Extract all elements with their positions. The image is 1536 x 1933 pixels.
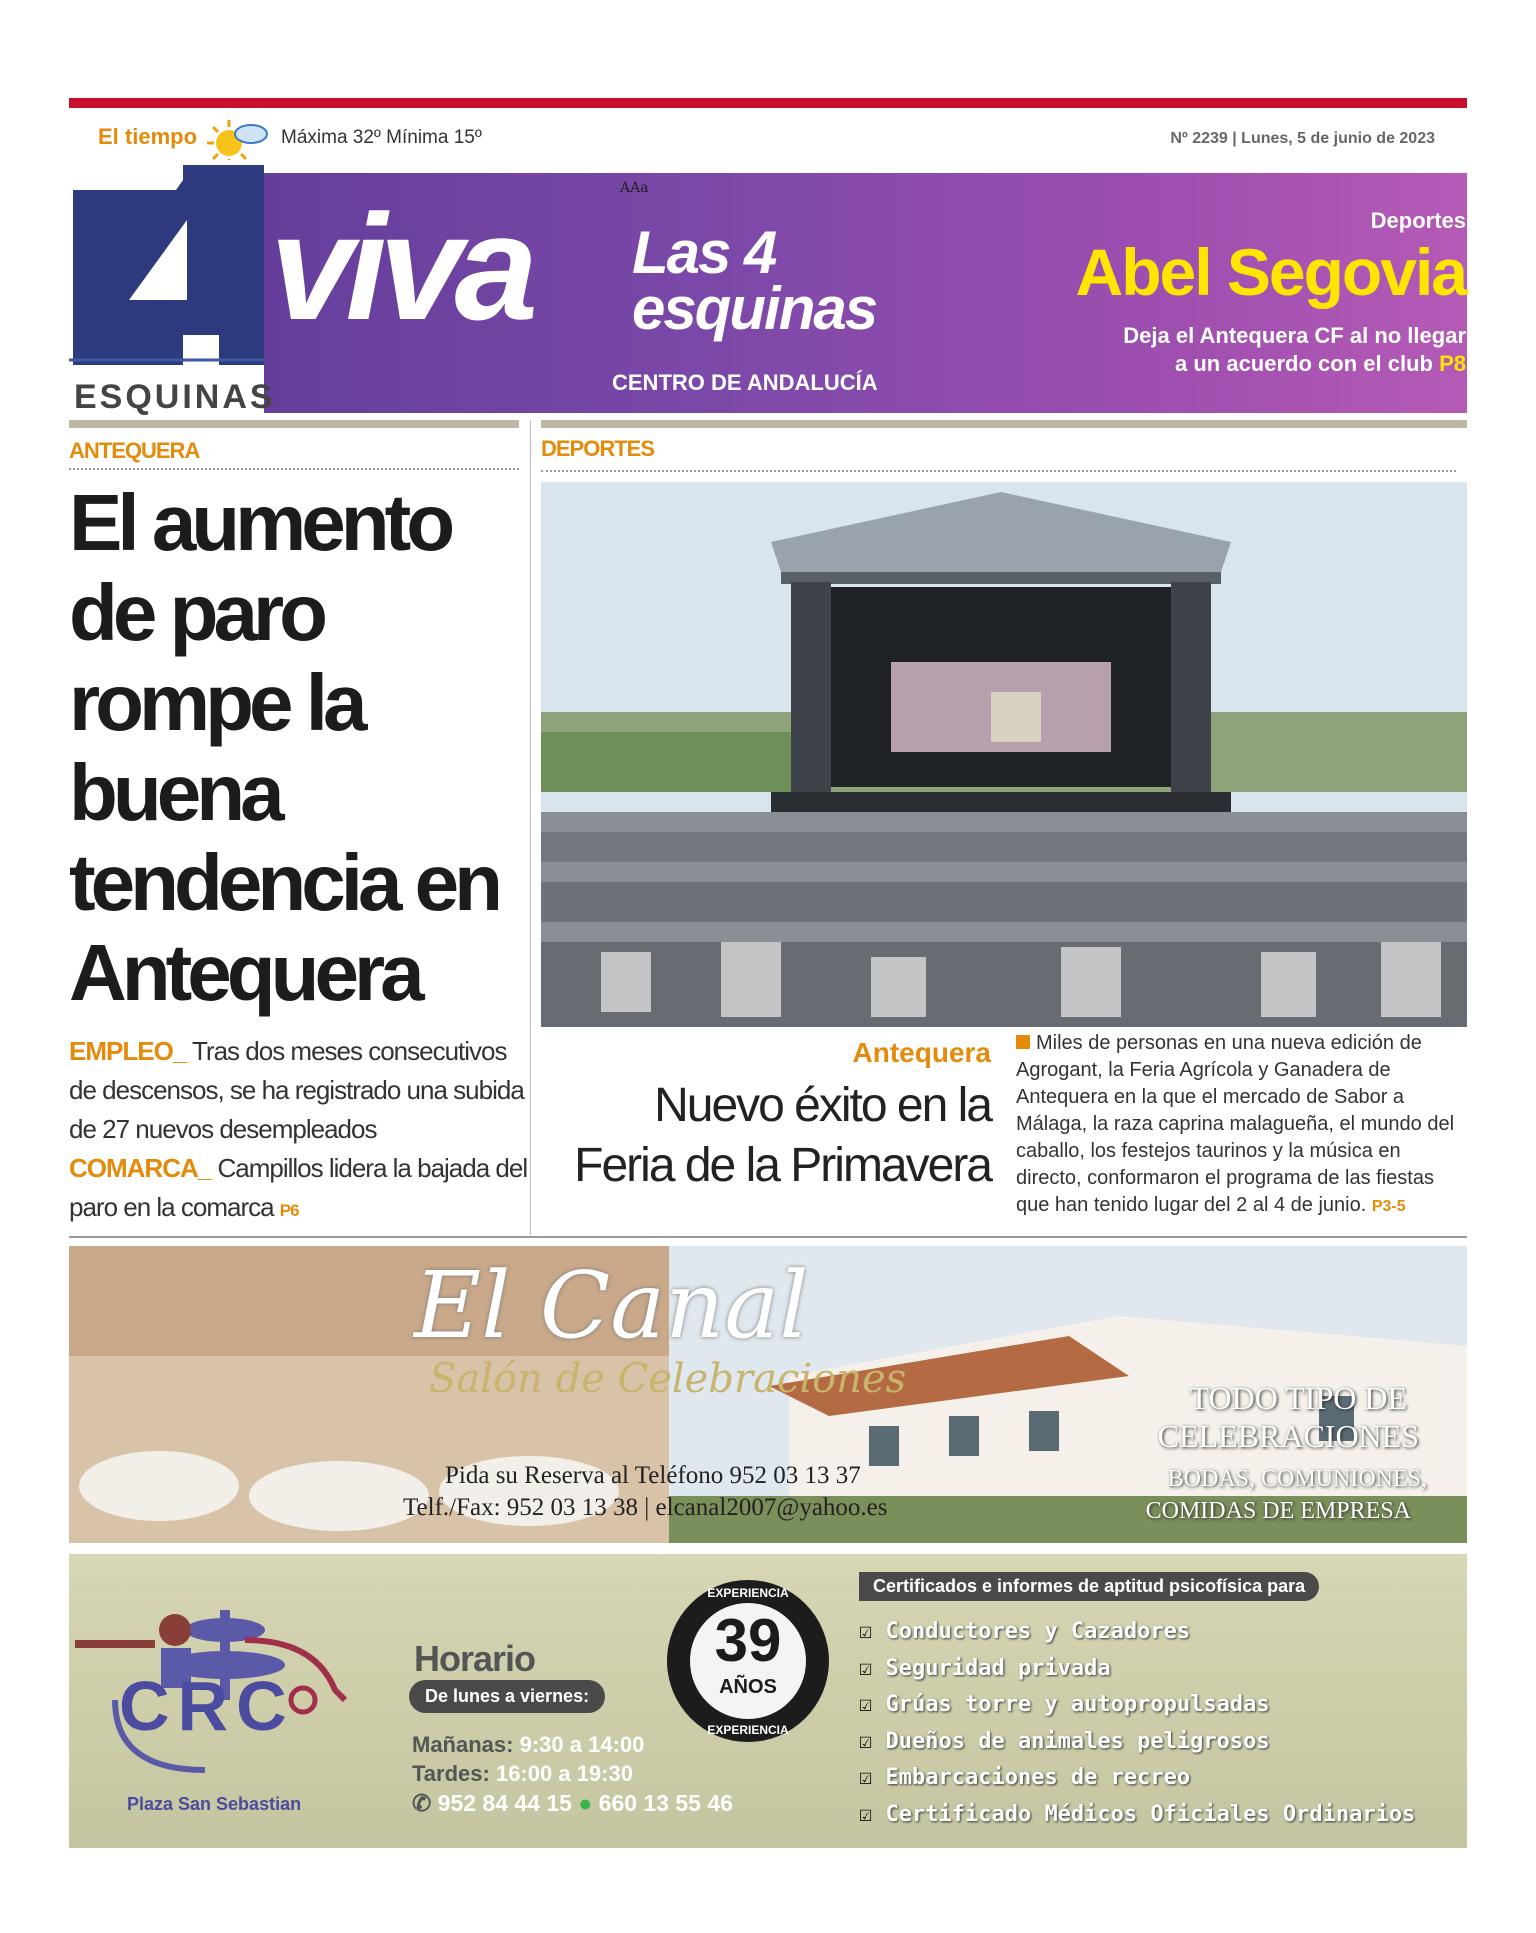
crc-location: Plaza San Sebastian [127,1794,302,1814]
hours-morning [412,1732,644,1758]
checkbox-checked-icon: ☑ [859,1655,873,1681]
badge-bottom-text: EXPERIENCIA [707,1723,789,1737]
whatsapp-icon: ● [578,1790,593,1816]
logo-esquinas-text: ESQUINAS [74,378,276,416]
cert-item [859,1687,1415,1724]
canal-contact: Telf./Fax: 952 03 13 38 | elcanal2007@yahoo.es [403,1494,888,1521]
cert-item [859,1797,1415,1834]
phone-icon: ✆ [412,1790,432,1816]
temperature-readout: Máxima 32º Mínima 15º [281,127,482,148]
hours-morning-label: Mañanas: [412,1732,514,1757]
experience-badge [667,1580,829,1742]
caption-headline[interactable] [541,1076,991,1196]
hours-afternoon [412,1761,633,1787]
canal-promo-2: CELEBRACIONES [1157,1418,1419,1454]
cert-item-label: Grúas torre y autopropulsadas [885,1692,1270,1717]
hours-title: Horario [414,1638,536,1679]
logo-four-icon [69,160,264,415]
caption-kicker: Antequera [852,1037,991,1068]
caption-body [1016,1030,1456,1220]
section-rule-right [541,420,1467,428]
section-divider [541,470,1456,472]
lead-text-2: Campillos lidera la bajada del paro en la comarca [69,1153,528,1222]
checkbox-checked-icon: ☑ [859,1728,873,1754]
checkbox-checked-icon: ☑ [859,1692,873,1717]
teaser-line-2-text: a un acuerdo con el club [1175,351,1433,376]
checkbox-checked-icon: ☑ [859,1619,873,1644]
checkbox-checked-icon: ☑ [859,1765,873,1790]
cert-item-label: Embarcaciones de recreo [885,1765,1191,1790]
weather-label: El tiempo [98,124,198,149]
caption-page-ref: P3-5 [1371,1198,1406,1215]
cert-list [859,1614,1415,1833]
teaser-text [1046,322,1466,378]
logo-las-text: LAS [96,162,155,193]
cert-item-label: Conductores y Cazadores [885,1619,1191,1644]
hours-afternoon-value: 16:00 a 19:30 [495,1761,633,1786]
hours-morning-value: 9:30 a 14:00 [519,1732,645,1757]
teaser-kicker: Deportes [1370,208,1466,233]
hours-days: De lunes a viernes: [409,1680,605,1713]
kicker-empleo: EMPLEO_ [69,1036,187,1066]
column-divider [530,420,531,1235]
masthead-subtitle: CENTRO DE ANDALUCÍA [612,370,878,395]
top-rule [69,98,1467,108]
masthead-logo [69,160,264,415]
teaser-line-2 [1046,350,1466,378]
cert-item [859,1724,1415,1761]
canal-reserve: Pida su Reserva al Teléfono 952 03 13 37 [445,1462,861,1489]
phone-2[interactable]: 660 13 55 46 [598,1790,733,1816]
section-divider [69,468,519,470]
kicker-comarca: COMARCA_ [69,1153,212,1183]
teaser-page-ref: P8 [1439,351,1466,376]
teaser-headline[interactable]: Abel Segovia [1075,235,1466,309]
caption-body-text: Miles de personas en una nueva edición de Agrogant, la Feria Agrícola y Ganadera de Antequera en la que el mercado de Sabor a Málaga, la raza caprina malagueña, el mundo del caballo, los festejos taurinos y la música en directo, conformaron el programa de las fiestas que han tenido lugar del 2 al 4 de junio. [1016,1032,1455,1216]
section-rule-left [69,420,519,428]
phone-1[interactable]: 952 84 44 15 [437,1790,572,1816]
canal-promo-3: BODAS, COMUNIONES, [1167,1466,1427,1492]
cert-item [859,1614,1415,1651]
main-headline[interactable]: El aumento de paro rompe la buena tendencia en Antequera [69,478,499,1017]
page-ref: P6 [279,1201,299,1220]
cert-item-label: Certificado Médicos Oficiales Ordinarios [885,1801,1416,1827]
issue-date: Nº 2239 | Lunes, 5 de junio de 2023 [1170,130,1435,147]
badge-number: 39 [714,1607,782,1674]
crc-phones [412,1790,733,1817]
canal-promo-1: TODO TIPO DE [1189,1380,1407,1416]
lead-text-1: Tras dos meses consecutivos de descensos, se ha registrado una subida de 27 nuevos desempleados [69,1036,524,1144]
hours-afternoon-label: Tardes: [412,1761,490,1786]
ad-crc[interactable] [69,1554,1467,1848]
masthead-title-viva: viva [270,183,530,351]
canal-promo-4: COMIDAS DE EMPRESA [1145,1498,1411,1524]
cert-item-label: Dueños de animales peligrosos [885,1728,1270,1754]
cert-item [859,1651,1415,1688]
badge-top-text: EXPERIENCIA [707,1586,789,1600]
checkbox-checked-icon: ☑ [859,1801,873,1827]
canal-tagline: Salón de Celebraciones [429,1356,907,1402]
cert-item [859,1760,1415,1797]
caption-headline-line-1: Nuevo éxito en la [654,1079,991,1132]
cert-item-label: Seguridad privada [885,1655,1111,1681]
masthead-title-las4 [632,219,877,342]
masthead-las4-line: Las 4 [632,219,776,286]
bullet-square-icon [1016,1035,1030,1049]
feria-stage-photo[interactable] [541,482,1467,1027]
badge-years: AÑOS [719,1676,777,1698]
bottom-rule [69,1236,1467,1238]
lead-text [69,1032,529,1230]
teaser-line-1: Deja el Antequera CF al no llegar [1123,323,1466,348]
section-label-deportes: DEPORTES [541,436,655,461]
canal-brand: El Canal [414,1252,809,1359]
text-size-control[interactable]: AAa [620,180,649,196]
caption-headline-line-2: Feria de la Primavera [574,1139,991,1192]
cert-title: Certificados e informes de aptitud psicofísica para [859,1572,1319,1601]
section-label-antequera: ANTEQUERA [69,438,200,463]
crc-logo-text: CRC [119,1667,295,1745]
ad-el-canal[interactable] [69,1246,1467,1543]
masthead-esquinas-line: esquinas [632,275,877,342]
